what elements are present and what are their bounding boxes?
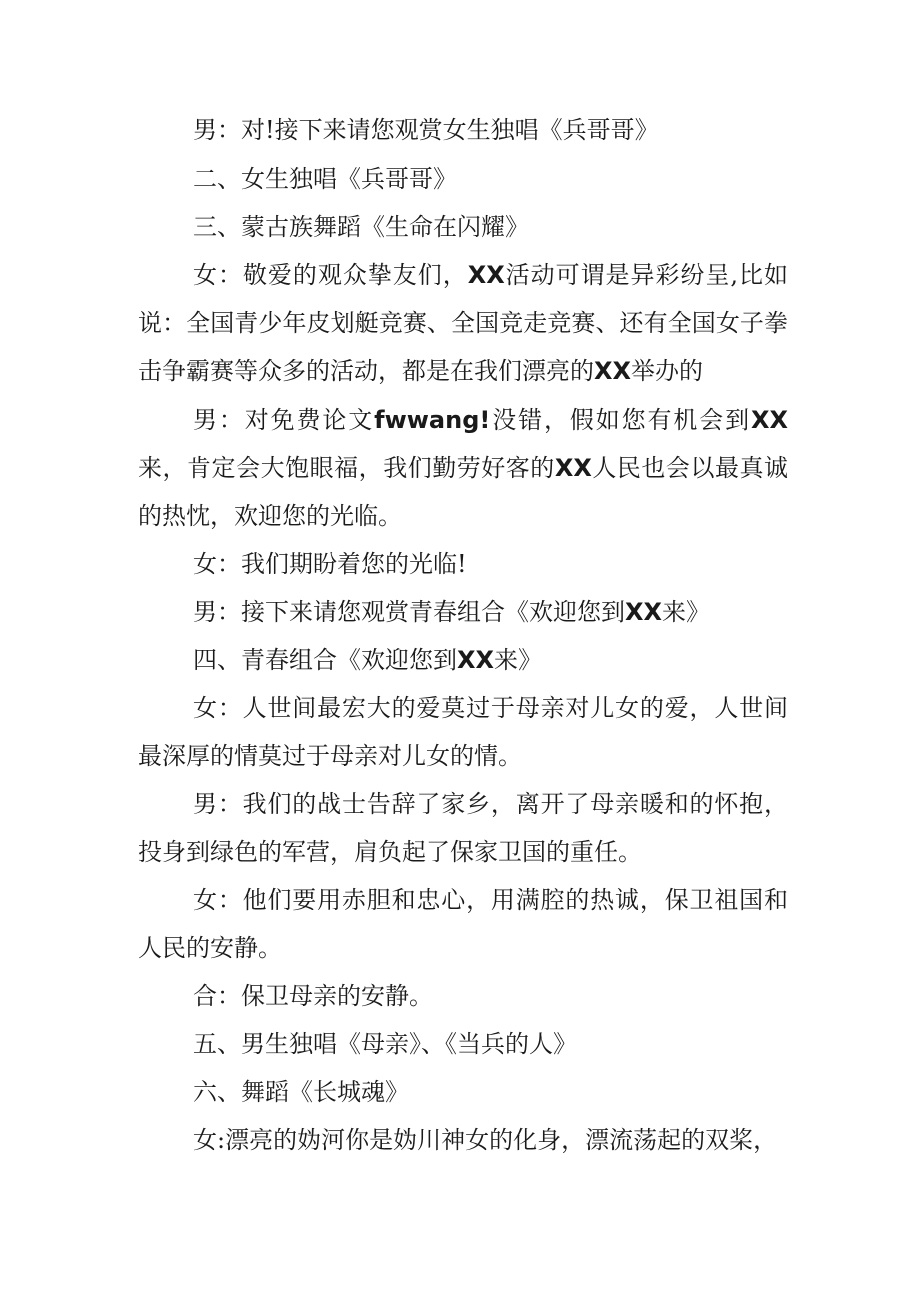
text-run: 男：接下来请您观赏青春组合《欢迎您到 (193, 598, 625, 626)
text-run: 合：保卫母亲的安静。 (193, 982, 433, 1010)
text-run: 女：他们要用赤胆和忠心，用满腔的热诚，保卫祖国和人民的安静。 (138, 886, 788, 962)
text-run: 男：对!接下来请您观赏女生独唱《兵哥哥》 (193, 116, 659, 144)
bold-text: fwwang! (374, 406, 491, 434)
text-run: 女:漂亮的妫河你是妫川神女的化身，漂流荡起的双桨， (193, 1126, 778, 1154)
paragraph (138, 540, 788, 588)
paragraph (138, 780, 788, 876)
paragraph (138, 636, 788, 684)
text-run: 二、女生独唱《兵哥哥》 (193, 165, 457, 193)
paragraph (138, 588, 788, 636)
paragraph (138, 1068, 788, 1116)
text-run: 人民也会以最真诚的热忱，欢迎您的光临。 (138, 454, 788, 530)
text-run: 来》 (494, 646, 543, 674)
paragraph (138, 203, 788, 251)
paragraph (138, 155, 788, 203)
text-run: 来，肯定会大饱眼福，我们勤劳好客的 (138, 454, 555, 482)
placeholder-text: XX (751, 406, 789, 434)
placeholder-text: XX (625, 598, 663, 626)
text-run: 来》 (662, 598, 711, 626)
text-run: 六、舞蹈《长城魂》 (193, 1078, 409, 1106)
paragraph (138, 1020, 788, 1068)
text-run: 男：对免费论文 (193, 406, 375, 434)
text-run: 三、蒙古族舞蹈《生命在闪耀》 (193, 213, 529, 241)
placeholder-text: XX (594, 357, 632, 385)
placeholder-text: XX (457, 646, 495, 674)
paragraph (138, 1116, 788, 1164)
text-run: 四、青春组合《欢迎您到 (193, 646, 457, 674)
text-run: 女：敬爱的观众挚友们， (193, 261, 468, 289)
paragraph (138, 972, 788, 1020)
text-run: 举办的 (631, 357, 704, 385)
text-run: 女：人世间最宏大的爱莫过于母亲对儿女的爱，人世间最深厚的情莫过于母亲对儿女的情。 (138, 694, 788, 770)
paragraph (138, 396, 788, 540)
paragraph (138, 684, 788, 780)
placeholder-text: XX (554, 454, 592, 482)
text-run: 男：我们的战士告辞了家乡，离开了母亲暖和的怀抱，投身到绿色的军营，肩负起了保家卫国的重任。 (138, 790, 788, 866)
text-run: 活动可谓是异彩纷呈,比如说：全国青少年皮划艇竞赛、全国竞走竞赛、还有全国女子拳击争霸赛等众多的活动，都是在我们漂亮的 (138, 261, 788, 385)
text-run: 女：我们期盼着您的光临! (193, 550, 467, 578)
paragraph (138, 251, 788, 395)
paragraph (138, 876, 788, 972)
placeholder-text: XX (467, 261, 505, 289)
text-run: 五、男生独唱《母亲》、《当兵的人》 (193, 1030, 577, 1058)
text-run: 没错，假如您有机会到 (490, 406, 751, 434)
paragraph (138, 106, 788, 154)
